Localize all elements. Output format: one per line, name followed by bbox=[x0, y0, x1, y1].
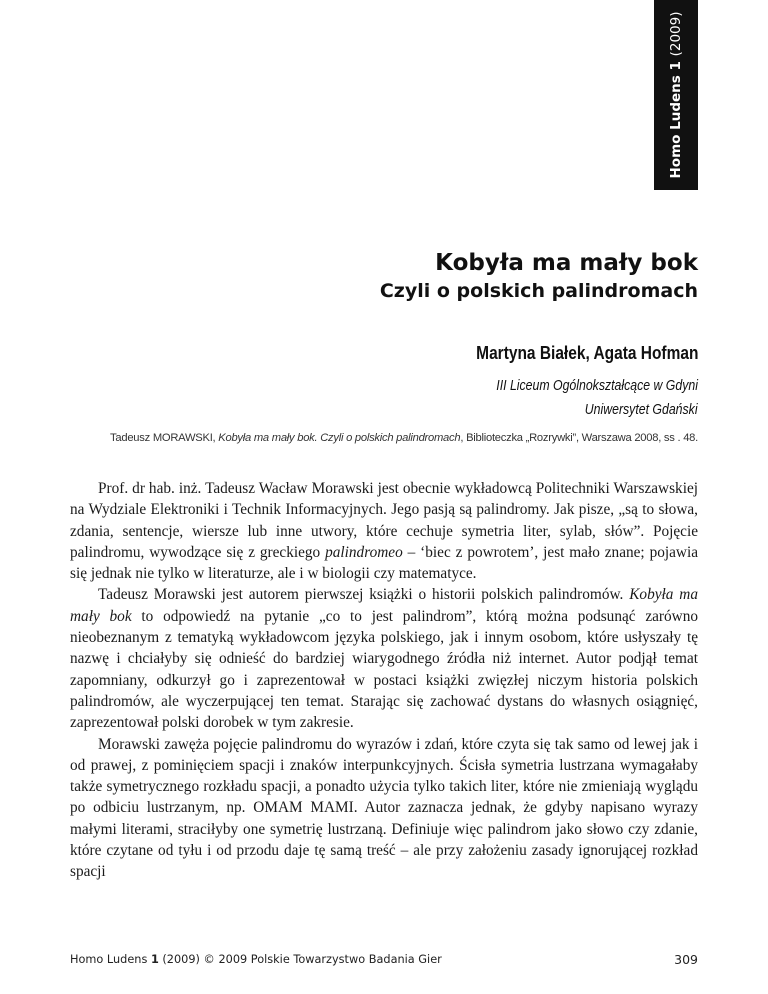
journal-side-label bbox=[668, 12, 684, 179]
citation-author: Tadeusz MORAWSKI, bbox=[110, 432, 219, 444]
journal-side-tab bbox=[654, 0, 698, 190]
reviewed-book-citation bbox=[110, 432, 698, 444]
author-affiliation: Uniwersytet Gdański bbox=[585, 401, 698, 418]
author-affiliation: III Liceum Ogólnokształcące w Gdyni bbox=[496, 377, 698, 394]
footer-journal-info: Homo Ludens 1 (2009) © 2009 Polskie Towarzystwo Badania Gier bbox=[70, 953, 442, 966]
citation-details: , Biblioteczka „Rozrywki”, Warszawa 2008, ss . 48. bbox=[460, 432, 698, 444]
body-paragraph: Tadeusz Morawski jest autorem pierwszej książki o historii polskich palindromów. Kobyła ma mały bok to odpowiedź na pytanie „co to jest palindrom”, którą można podsunąć zarówno nieobeznanym z tematyką wykładowcom języka polskiego, jak i innym osobom, które usłyszały tę nazwę i chciałyby się odnieść do bardziej wiarygodnego źródła niż internet. Autor podjął temat zapomniany, odkurzył go i zaprezentował w postaci książki zwięzłej niczym historia polskich palindromów, ale wyczerpującej ten temat. Starając się zachować dystans do własnych osiągnięć, zaprezentował polski dorobek w tym zakresie. bbox=[70, 586, 698, 732]
article-title: Kobyła ma mały bok bbox=[435, 250, 698, 276]
citation-title: Kobyła ma mały bok. Czyli o polskich palindromach bbox=[218, 432, 461, 444]
article-subtitle: Czyli o polskich palindromach bbox=[379, 280, 698, 302]
side-tab-issue: 1 bbox=[668, 61, 684, 71]
body-paragraph: Morawski zawęża pojęcie palindromu do wyrazów i zdań, które czyta się tak samo od lewej jak i od prawej, z pominięciem spacji i znaków interpunkcyjnych. Ścisła symetria lustrzana wymagałaby także symetrycznego rozkładu spacji, a ponadto użycia tylko takich liter, które nie zmieniają wyglądu po odbiciu lustrzanym, np. OMAM MAMI. Autor zaznacza jednak, że gdyby napisano wyrazy małymi literami, straciłyby one symetrię lustrzaną. Definiuje więc palindrom jako słowo czy zdanie, które czytane od tyłu i od przodu daje tę samą treść – ale przy założeniu zasady ignorującej rozkład spacji bbox=[70, 735, 698, 881]
page-number: 309 bbox=[674, 952, 698, 967]
side-tab-year: (2009) bbox=[668, 11, 684, 57]
article-authors: Martyna Białek, Agata Hofman bbox=[475, 343, 698, 363]
side-tab-journal: Homo Ludens bbox=[668, 75, 684, 179]
body-paragraph: Prof. dr hab. inż. Tadeusz Wacław Morawski jest obecnie wykładowcą Politechniki Warszawskiej na Wydziale Elektroniki i Technik Informacyjnych. Jego pasją są palindromy. Jak pisze, „są to słowa, zdania, sentencje, wiersze lub inne utwory, które cechuje symetria liter, sylab, słów”. Pojęcie palindromu, wywodzące się z greckiego palindromeo – ‘biec z powrotem’, jest mało znane; pojawia się jednak nie tylko w literaturze, ale i w biologii czy matematyce. bbox=[70, 480, 698, 583]
article-body bbox=[70, 478, 698, 883]
